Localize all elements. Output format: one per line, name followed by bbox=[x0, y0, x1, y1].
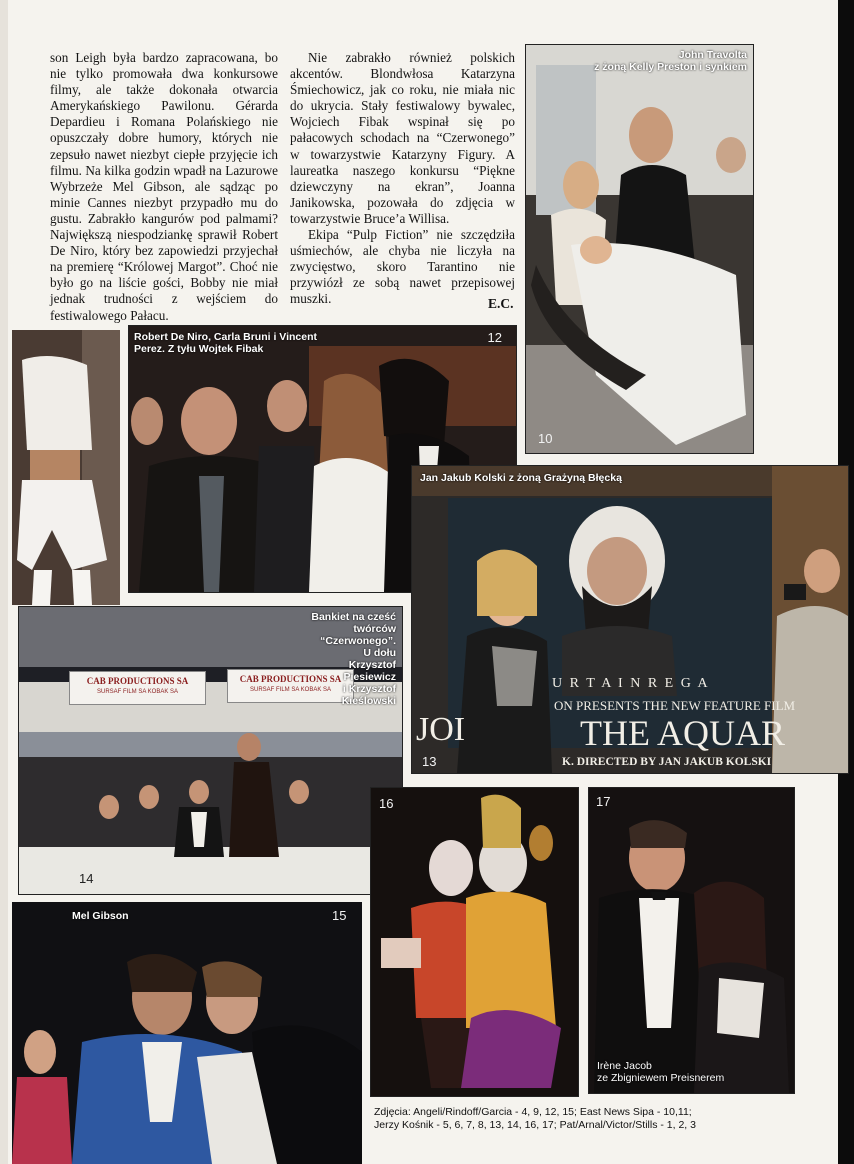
photo-number: 10 bbox=[538, 431, 553, 446]
photo-costumes-image bbox=[371, 788, 578, 1096]
photo-travolta-image bbox=[526, 45, 753, 453]
photo-travolta-caption: John Travolta z żoną Kelly Preston i synkiem bbox=[594, 49, 747, 73]
article-paragraph: Ekipa “Pulp Fiction” nie szczędziła uśmiechów, ale chyba nie liczyła na zwycięstwo, skoro Tarantino nie przywiózł ze sobą nawet przepisowej muszki. bbox=[290, 227, 515, 307]
poster-title-left: JOI bbox=[416, 711, 466, 748]
photo-mel-gibson-image bbox=[12, 902, 362, 1164]
photo-de-niro-caption: Robert De Niro, Carla Bruni i Vincent Perez. Z tyłu Wojtek Fibak bbox=[134, 331, 318, 355]
article-column-2 bbox=[290, 50, 515, 308]
photo-irene-jacob-image bbox=[589, 788, 794, 1093]
photo-white-outfit bbox=[12, 330, 120, 605]
photo-mel-gibson-caption: Mel Gibson bbox=[72, 910, 129, 922]
photo-number: 13 bbox=[422, 754, 437, 769]
poster-line-2: ON PRESENTS THE NEW FEATURE FILM bbox=[554, 698, 796, 713]
poster-line-1: U R T A I N R E G A bbox=[552, 676, 710, 691]
banner-left-sub: SURSAF FILM SA KOBAK SA bbox=[96, 689, 179, 695]
photo-kolski bbox=[411, 465, 849, 774]
photo-number: 14 bbox=[79, 871, 94, 886]
article-column-1 bbox=[50, 50, 278, 324]
photo-bankiet bbox=[18, 606, 403, 895]
photo-white-outfit-image bbox=[12, 330, 120, 605]
banner-right-text: CAB PRODUCTIONS SA bbox=[239, 674, 342, 684]
banner-right-sub: SURSAF FILM SA KOBAK SA bbox=[249, 687, 332, 693]
poster-line-3: K. DIRECTED BY JAN JAKUB KOLSKI bbox=[562, 756, 772, 768]
photo-mel-gibson bbox=[12, 902, 362, 1164]
photo-costumes bbox=[370, 787, 579, 1097]
photo-irene-jacob-caption: Irène Jacob ze Zbigniewem Preisnerem bbox=[597, 1060, 725, 1084]
photo-number: 17 bbox=[596, 794, 611, 809]
banner-left-text: CAB PRODUCTIONS SA bbox=[86, 676, 189, 686]
article-paragraph: son Leigh była bardzo zapracowana, bo nie tylko promowała dwa konkursowe filmy, ale także dokonała otwarcia Amerykańskiego Pawilonu. Gérarda Depardieu i Romana Polańskiego nie opuszczały dobre humory, których nie zepsuło nawet niezbyt ciepłe przyjęcie ich filmu. Na kilka godzin wpadł na Lazurowe Wybrzeże Mel Gibson, ale sądząc po minie Cannes niezbyt przypadło mu do gustu. Zabrakło kangurów pod palmami? Największą niespodziankę sprawił Robert De Niro, który bez zapowiedzi przyjechał na premierę “Królowej Margot”. Choć nie było go na liście gości, Bobby nie miał jednak trudności z wejściem do festiwalowego Pałacu. bbox=[50, 50, 278, 323]
photo-irene-jacob bbox=[588, 787, 795, 1094]
poster-title: THE AQUAR bbox=[580, 713, 785, 753]
photo-number: 16 bbox=[379, 796, 394, 811]
banner-left bbox=[69, 671, 206, 705]
article-paragraph: Nie zabrakło również polskich akcentów. Blondwłosa Katarzyna Śmiechowicz, jak co roku, nie miała nic do ukrycia. Stały festiwalowy bywalec, Wojciech Fibak wspinał się po pałacowych schodach na “Czerwonego” w towarzystwie Katarzyny Figury. A laureatka naszego konkursu “Piękne dziewczyny na ekran”, Joanna Janikowska, pozowała do zdjęcia w towarzystwie Bruce’a Willisa. bbox=[290, 50, 515, 226]
photo-credits: Zdjęcia: Angeli/Rindoff/Garcia - 4, 9, 12, 15; East News Sipa - 10,11; Jerzy Kośnik - 5, 6, 7, 8, 13, 14, 16, 17; Pat/Arnal/Victor/Stills - 1, 2, 3 bbox=[374, 1106, 696, 1131]
photo-number: 12 bbox=[487, 330, 502, 345]
page-edge-left bbox=[0, 0, 8, 1164]
article-signature: E.C. bbox=[488, 296, 514, 311]
photo-bankiet-caption: Bankiet na cześć twórców “Czerwonego”. U dołu Krzysztof Piesiewicz i Krzysztof Kieślowski bbox=[311, 611, 396, 707]
photo-travolta bbox=[525, 44, 754, 454]
photo-kolski-caption: Jan Jakub Kolski z żoną Grażyną Błęcką bbox=[420, 472, 622, 484]
photo-number: 15 bbox=[332, 908, 347, 923]
